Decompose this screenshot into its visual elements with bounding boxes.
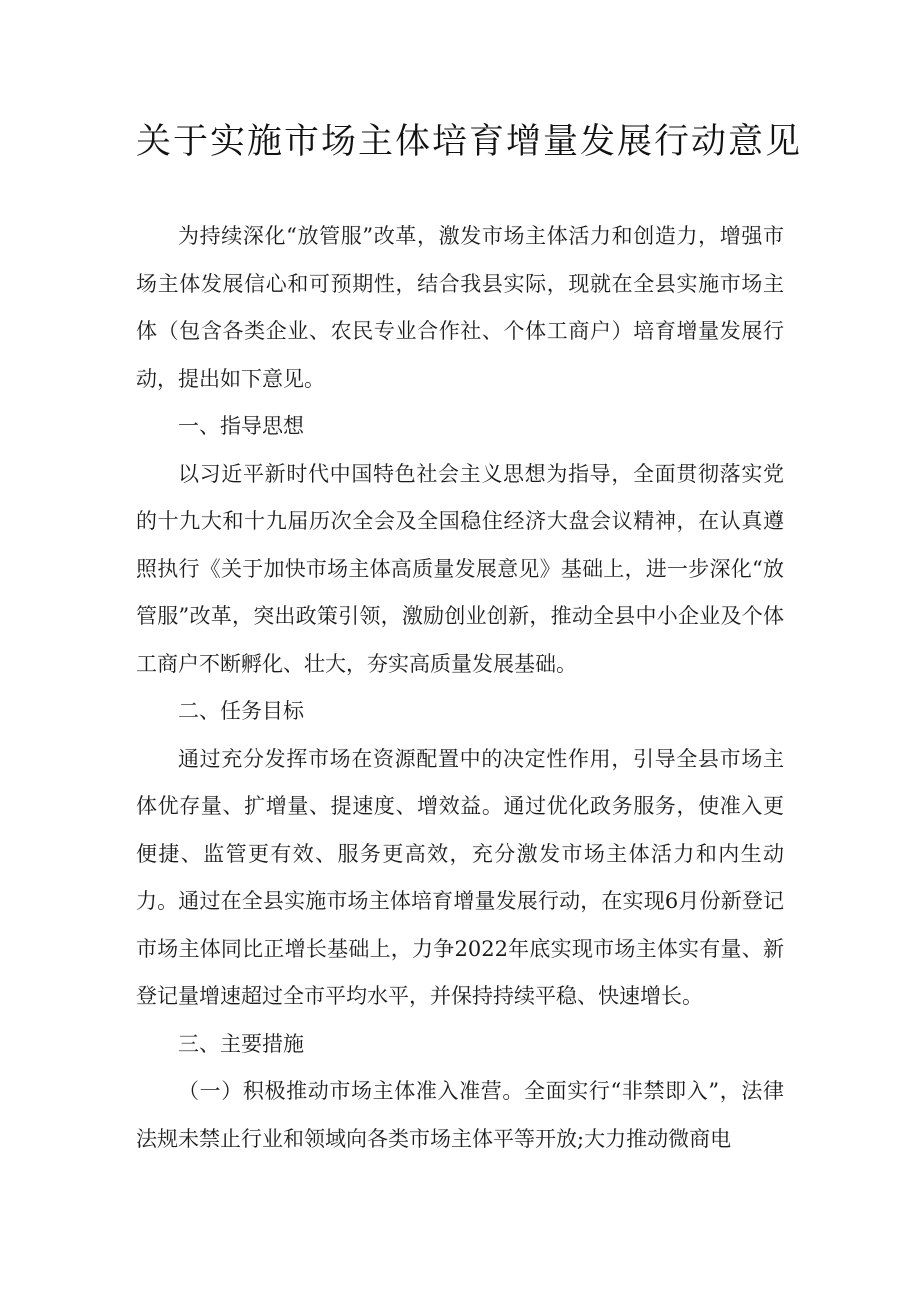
- document-body: [136, 213, 784, 1163]
- intro-paragraph: 为持续深化“放管服”改革，激发市场主体活力和创造力，增强市场主体发展信心和可预期性，结合我县实际，现就在全县实施市场主体（包含各类企业、农民专业合作社、个体工商户）培育增量发展行动，提出如下意见。: [136, 224, 784, 391]
- guiding-ideology-paragraph: 以习近平新时代中国特色社会主义思想为指导，全面贯彻落实党的十九大和十九届历次全会及全国稳住经济大盘会议精神，在认真遵照执行《关于加快市场主体高质量发展意见》基础上，进一步深化“放管服”改革，突出政策引领，激励创业创新，推动全县中小企业及个体工商户不断孵化、壮大，夯实高质量发展基础。: [136, 461, 784, 676]
- task-goals-paragraph: 通过充分发挥市场在资源配置中的决定性作用，引导全县市场主体优存量、扩增量、提速度、增效益。通过优化政务服务，使准入更便捷、监管更有效、服务更高效，充分激发市场主体活力和内生动力。通过在全县实施市场主体培育增量发展行动，在实现6月份新登记市场主体同比正增长基础上，力争2022年底实现市场主体实有量、新登记量增速超过全市平均水平，并保持持续平稳、快速增长。: [136, 746, 784, 1008]
- section-heading-main-measures: 三、主要措施: [178, 1031, 304, 1056]
- section-heading-task-goals: 二、任务目标: [178, 699, 304, 723]
- document-title: 关于实施市场主体培育增量发展行动意见: [136, 122, 803, 162]
- section-heading-guiding-ideology: 一、指导思想: [178, 414, 304, 438]
- main-measures-paragraph: （一）积极推动市场主体准入准营。全面实行“非禁即入”，法律法规未禁止行业和领域向各类市场主体平等开放;大力推动微商电: [136, 1079, 784, 1151]
